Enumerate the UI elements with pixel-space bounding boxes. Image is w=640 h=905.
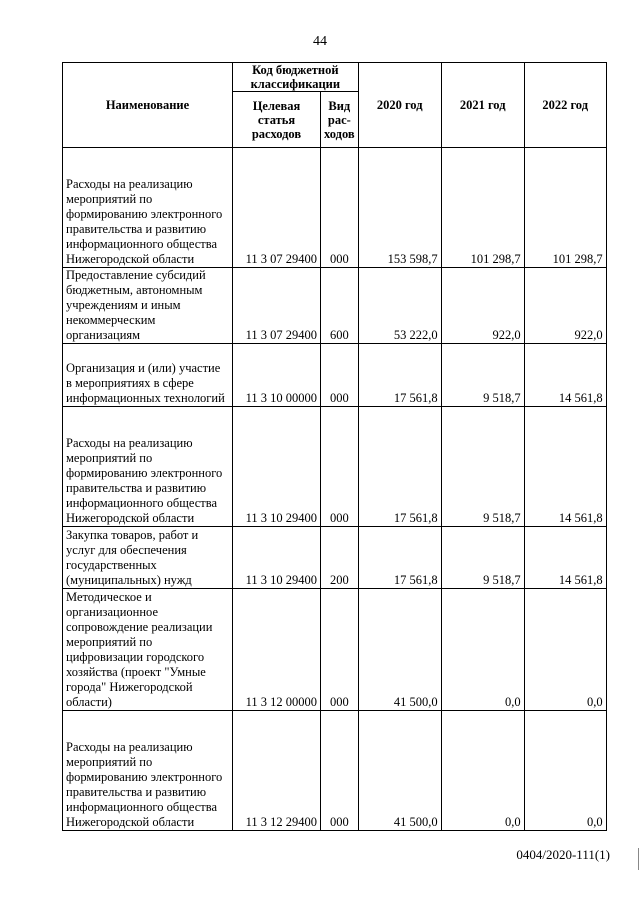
table-row [63,344,607,407]
table-row [63,589,607,711]
table-row [63,711,607,831]
row-value-2020: 53 222,0 [358,268,441,344]
row-target-article: 11 3 10 00000 [233,344,321,407]
edge-mark [638,848,639,870]
row-name: Методическое и организационное сопровождение реализации мероприятий по цифровизации городского хозяйства (проект "Умные города" Нижегородской области) [63,589,233,711]
row-value-2022: 14 561,8 [524,407,606,527]
row-target-article: 11 3 12 29400 [233,711,321,831]
table-row [63,148,607,268]
header-year-2020: 2020 год [358,63,441,148]
row-name: Предоставление субсидий бюджетным, автономным учреждениям и иным некоммерческим организациям [63,268,233,344]
row-expense-type: 000 [321,344,359,407]
row-value-2021: 922,0 [441,268,524,344]
row-value-2020: 17 561,8 [358,407,441,527]
row-name: Организация и (или) участие в мероприятиях в сфере информационных технологий [63,344,233,407]
row-name: Закупка товаров, работ и услуг для обеспечения государственных (муниципальных) нужд [63,527,233,589]
row-value-2022: 0,0 [524,589,606,711]
header-target-article: Целевая статья расходов [233,92,321,148]
row-value-2021: 9 518,7 [441,407,524,527]
table-row [63,268,607,344]
row-value-2021: 9 518,7 [441,527,524,589]
table-row [63,527,607,589]
budget-table [62,62,607,831]
row-name: Расходы на реализацию мероприятий по формированию электронного правительства и развитию информационного общества Нижегородской области [63,711,233,831]
row-value-2022: 14 561,8 [524,344,606,407]
header-name: Наименование [63,63,233,148]
row-value-2020: 17 561,8 [358,527,441,589]
header-classification: Код бюджетной классификации [233,63,359,92]
row-expense-type: 000 [321,589,359,711]
row-target-article: 11 3 07 29400 [233,268,321,344]
row-value-2021: 0,0 [441,589,524,711]
row-expense-type: 000 [321,148,359,268]
header-year-2021: 2021 год [441,63,524,148]
row-name: Расходы на реализацию мероприятий по формированию электронного правительства и развитию информационного общества Нижегородской области [63,148,233,268]
row-target-article: 11 3 10 29400 [233,407,321,527]
row-value-2020: 41 500,0 [358,711,441,831]
row-value-2022: 101 298,7 [524,148,606,268]
row-expense-type: 000 [321,711,359,831]
table-row [63,407,607,527]
row-expense-type: 200 [321,527,359,589]
row-expense-type: 000 [321,407,359,527]
table-body [63,148,607,831]
document-code: 0404/2020-111(1) [516,847,610,862]
row-value-2020: 17 561,8 [358,344,441,407]
header-year-2022: 2022 год [524,63,606,148]
row-name: Расходы на реализацию мероприятий по формированию электронного правительства и развитию информационного общества Нижегородской области [63,407,233,527]
row-value-2022: 14 561,8 [524,527,606,589]
row-value-2021: 0,0 [441,711,524,831]
row-target-article: 11 3 07 29400 [233,148,321,268]
row-value-2022: 0,0 [524,711,606,831]
row-value-2020: 41 500,0 [358,589,441,711]
row-expense-type: 600 [321,268,359,344]
header-expense-type: Вид рас-ходов [321,92,359,148]
row-value-2021: 9 518,7 [441,344,524,407]
page-number: 44 [313,34,327,49]
row-value-2021: 101 298,7 [441,148,524,268]
row-value-2020: 153 598,7 [358,148,441,268]
row-target-article: 11 3 10 29400 [233,527,321,589]
row-value-2022: 922,0 [524,268,606,344]
row-target-article: 11 3 12 00000 [233,589,321,711]
